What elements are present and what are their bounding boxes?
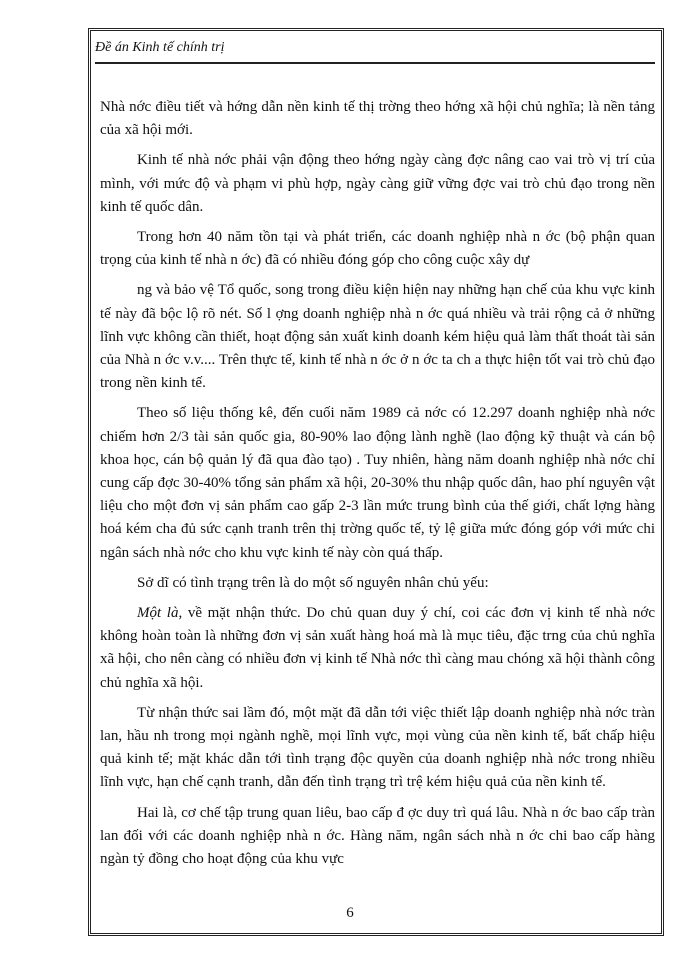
header-rule (95, 62, 655, 64)
paragraph-4: ng và bảo vệ Tổ quốc, song trong điều kiện hiện nay những hạn chế của khu vực kinh tế này đã bộc lộ rõ nét. Số l ợng doanh nghiệp nhà n ớc quá nhiều và trải rộng cả ở những lĩnh vực không cần thiết, hoạt động sản xuất kinh doanh kém hiệu quả làm thất thoát tài sản của Nhà n ớc v.v.... Trên thực tế, kinh tế nhà n ớc ở n ớc ta ch a thực hiện tốt vai trò chủ đạo trong nền kinh tế. (100, 282, 655, 392)
page-number: 6 (346, 905, 354, 921)
document-body (100, 96, 655, 878)
reason-one-text: , về mặt nhận thức. Do chủ quan duy ý chí, coi các đơn vị kinh tế nhà nớc không hoàn toàn là những đơn vị sản xuất hàng hoá mà là mục tiêu, đặc trng của chủ nghĩa xã hội, cho nên càng có nhiều đơn vị kinh tế Nhà nớc thì càng mau chóng xã hội thành công chủ nghĩa xã hội. (100, 605, 655, 691)
paragraph-reason-one (100, 602, 655, 695)
paragraph-7: Từ nhận thức sai lầm đó, một mặt đã dẫn tới việc thiết lập doanh nghiệp nhà nớc tràn lan, hầu nh trong mọi ngành nghề, mọi lĩnh vực, mọi vùng của nền kinh tế, bất chấp hiệu quả kinh tế; mặt khác dẫn tới tình trạng độc quyền của doanh nghiệp nhà nớc trong nhiều lĩnh vực, hạn chế cạnh tranh, dẫn đến tình trạng trì trệ kém hiệu quả của nền kinh tế. (100, 704, 655, 791)
paragraph-2: Kinh tế nhà nớc phải vận động theo hớng ngày càng đợc nâng cao vai trò vị trí của mình, với mức độ và phạm vi phù hợp, ngày càng giữ vững đợc vai trò chủ đạo trong nền kinh tế quốc dân. (100, 152, 655, 215)
paragraph-1: Nhà nớc điều tiết và hớng dẫn nền kinh tế thị trờng theo hớng xã hội chủ nghĩa; là nền tảng của xã hội mới. (100, 99, 655, 139)
paragraph-3: Trong hơn 40 năm tồn tại và phát triển, các doanh nghiệp nhà n ớc (bộ phận quan trọng của kinh tế nhà n ớc) đã có nhiều đóng góp cho công cuộc xây dự (100, 229, 655, 269)
paragraph-5: Theo số liệu thống kê, đến cuối năm 1989 cả nớc có 12.297 doanh nghiệp nhà nớc chiếm hơn 2/3 tài sản quốc gia, 80-90% lao động lành nghề (lao động kỹ thuật và cán bộ khoa học, cán bộ quản lý đã qua đào tạo) . Tuy nhiên, hàng năm doanh nghiệp nhà nớc chỉ cung cấp đợc 30-40% tổng sản phẩm xã hội, 20-30% thu nhập quốc dân, hao phí nguyên vật liệu cho một đơn vị sản phẩm cao gấp 2-3 lần mức trung bình của thế giới, chất lợng hàng hoá kém cha đủ sức cạnh tranh trên thị trờng quốc tế, tỷ lệ giữa mức đóng góp với mức chi ngân sách nhà nớc cho khu vực kinh tế này còn quá thấp. (100, 405, 655, 561)
running-header: Đề án Kinh tế chính trị (95, 40, 225, 55)
paragraph-6: Sở dĩ có tình trạng trên là do một số nguyên nhân chủ yếu: (137, 574, 489, 591)
reason-one-lead: Một là (137, 605, 179, 622)
paragraph-8: Hai là, cơ chế tập trung quan liêu, bao cấp đ ợc duy trì quá lâu. Nhà n ớc bao cấp tràn lan đối với các doanh nghiệp nhà n ớc. Hàng năm, ngân sách nhà n ớc chi bao cấp hàng ngàn tỷ đồng cho hoạt động của khu vực (100, 804, 655, 868)
